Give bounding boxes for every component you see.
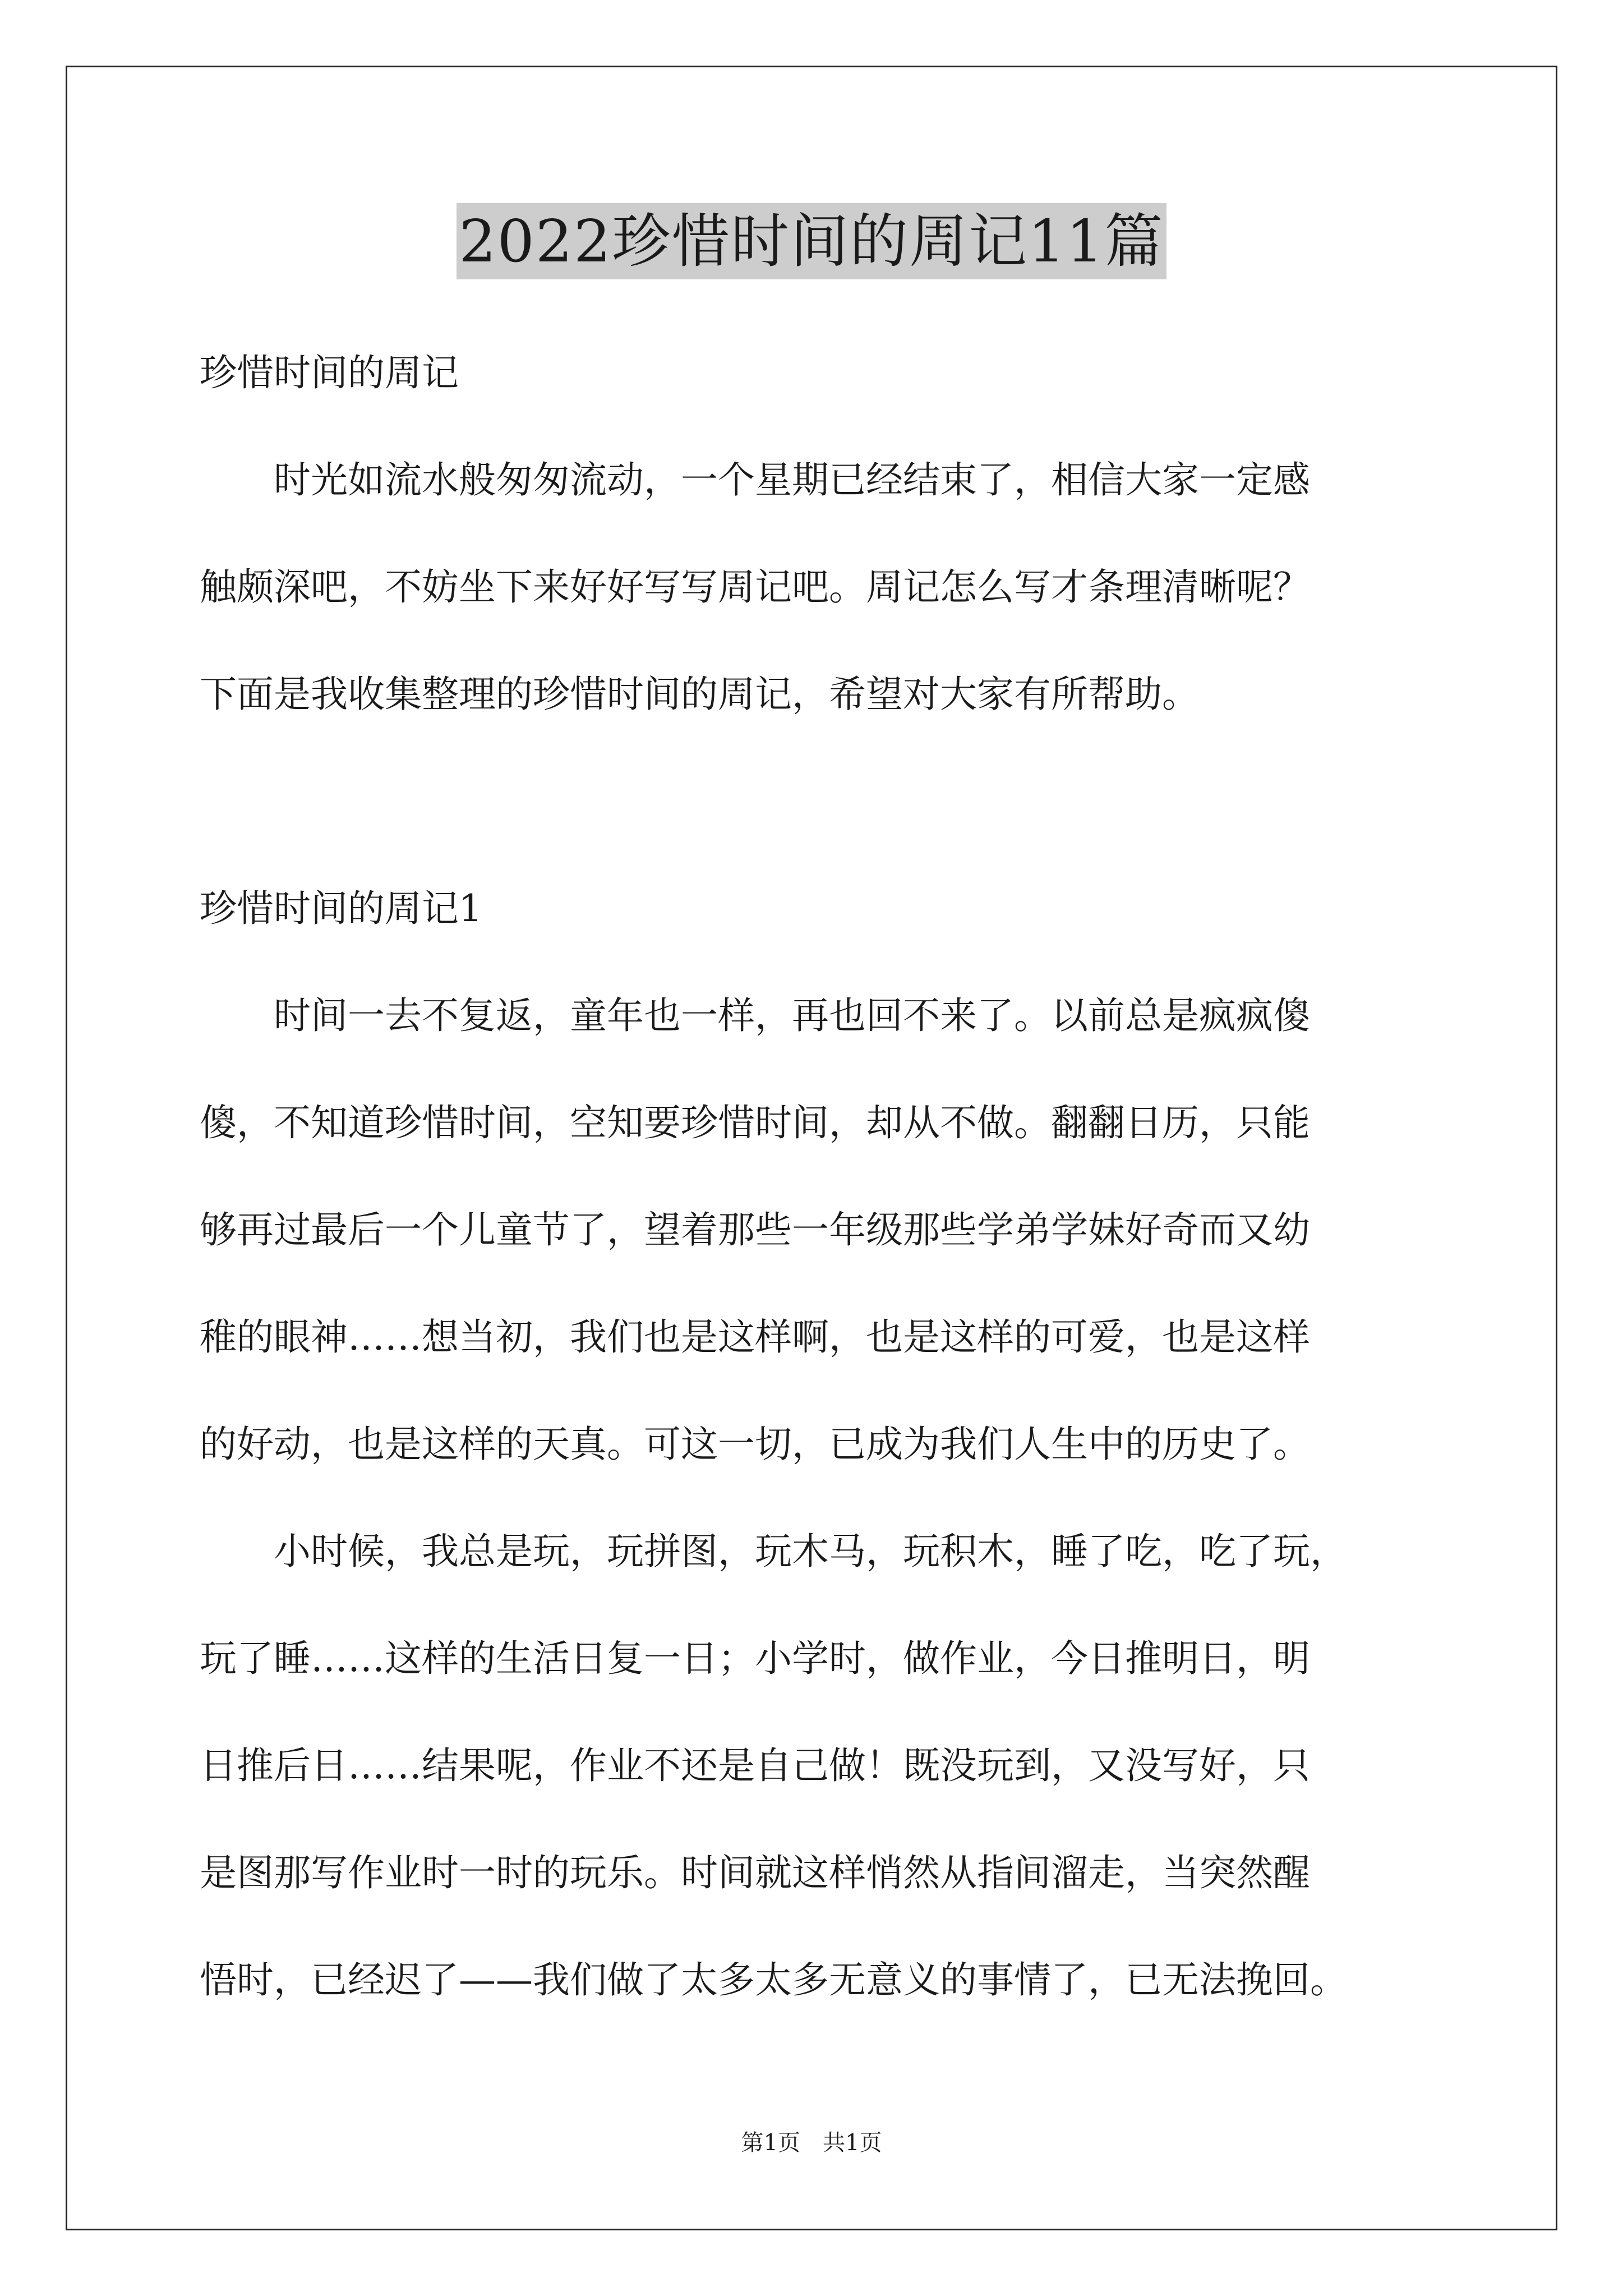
paragraph-line: 的好动，也是这样的天真。可这一切，已成为我们人生中的历史了。: [200, 1423, 1310, 1466]
paragraph-line: 傻，不知道珍惜时间，空知要珍惜时间，却从不做。翻翻日历，只能: [200, 1101, 1310, 1144]
paragraph-line: 小时候，我总是玩，玩拼图，玩木马，玩积木，睡了吃，吃了玩，: [200, 1530, 1347, 1573]
section-heading: 珍惜时间的周记: [200, 351, 459, 394]
page-number-total: 共1页: [823, 2130, 882, 2156]
paragraph-line: 稚的眼神……想当初，我们也是这样啊，也是这样的可爱，也是这样: [200, 1315, 1310, 1359]
section-heading: 珍惜时间的周记1: [200, 887, 482, 930]
paragraph-line: 下面是我收集整理的珍惜时间的周记，希望对大家有所帮助。: [200, 673, 1199, 716]
document-title: 2022珍惜时间的周记11篇: [457, 203, 1166, 279]
page-footer: [0, 2129, 1623, 2157]
paragraph-line: 触颇深吧，不妨坐下来好好写写周记吧。周记怎么写才条理清晰呢？: [200, 565, 1310, 609]
paragraph-line: 时间一去不复返，童年也一样，再也回不来了。以前总是疯疯傻: [200, 994, 1310, 1037]
paragraph-line: 日推后日……结果呢，作业不还是自己做！既没玩到，又没写好，只: [200, 1744, 1310, 1787]
paragraph-line: 够再过最后一个儿童节了，望着那些一年级那些学弟学妹好奇而又幼: [200, 1208, 1310, 1251]
paragraph-line: 玩了睡……这样的生活日复一日；小学时，做作业，今日推明日，明: [200, 1637, 1310, 1680]
paragraph-line: 悟时，已经迟了——我们做了太多太多无意义的事情了，已无法挽回。: [200, 1958, 1347, 2001]
paragraph-line: 是图那写作业时一时的玩乐。时间就这样悄然从指间溜走，当突然醒: [200, 1851, 1310, 1894]
page-number-current: 第1页: [741, 2130, 800, 2156]
paragraph-line: 时光如流水般匆匆流动，一个星期已经结束了，相信大家一定感: [200, 458, 1310, 501]
title-container: [0, 203, 1623, 279]
